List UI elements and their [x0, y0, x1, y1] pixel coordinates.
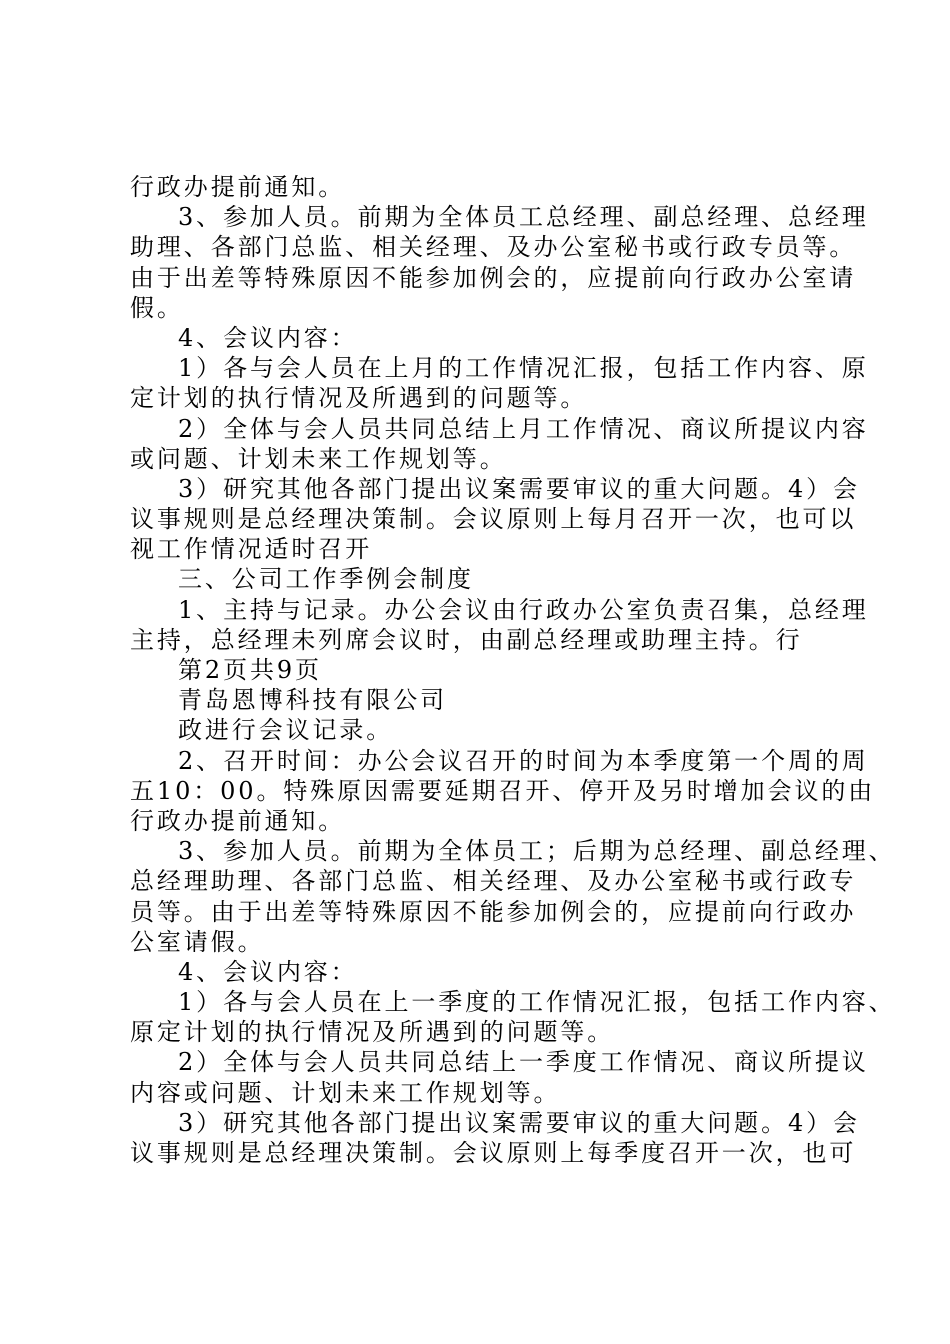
text-line: 2、召开时间：办公会议召开的时间为本季度第一个周的周 — [178, 746, 869, 775]
text-line: 助理、各部门总监、相关经理、及办公室秘书或行政专员等。 — [130, 233, 857, 262]
document-body — [130, 172, 896, 1168]
text-line: 员等。由于出差等特殊原因不能参加例会的，应提前向行政办 — [130, 897, 857, 926]
text-line: 议事规则是总经理决策制。会议原则上每月召开一次，也可以 — [130, 505, 857, 534]
text-line: 4、会议内容： — [178, 323, 358, 352]
text-line: 3、参加人员。前期为全体员工总经理、副总经理、总经理 — [178, 203, 869, 232]
text-line: 主持，总经理未列席会议时，由副总经理或助理主持。行 — [130, 625, 803, 654]
text-line: 议事规则是总经理决策制。会议原则上每季度召开一次，也可 — [130, 1139, 857, 1167]
text-line: 由于出差等特殊原因不能参加例会的，应提前向行政办公室请 — [130, 263, 857, 292]
section-heading: 三、公司工作季例会制度 — [178, 565, 474, 594]
text-line: 总经理助理、各部门总监、相关经理、及办公室秘书或行政专 — [130, 867, 857, 896]
text-line: 1、主持与记录。办公会议由行政办公室负责召集，总经理 — [178, 595, 869, 624]
text-line: 2）全体与会人员共同总结上一季度工作情况、商议所提议 — [178, 1048, 869, 1077]
text-line: 行政办提前通知。 — [130, 806, 346, 835]
text-line: 政进行会议记录。 — [178, 716, 394, 745]
text-line: 内容或问题、计划未来工作规划等。 — [130, 1078, 561, 1107]
page-number: 第2页共9页 — [178, 656, 322, 684]
text-line: 3）研究其他各部门提出议案需要审议的重大问题。4）会 — [178, 474, 860, 503]
text-line: 假。 — [130, 293, 184, 322]
text-line: 或问题、计划未来工作规划等。 — [130, 444, 507, 473]
text-line: 公室请假。 — [130, 927, 265, 956]
text-line: 行政办提前通知。 — [130, 173, 346, 201]
text-line: 五10：00。特殊原因需要延期召开、停开及另时增加会议的由 — [130, 776, 876, 805]
company-name: 青岛恩博科技有限公司 — [178, 686, 447, 715]
text-line: 4、会议内容： — [178, 957, 358, 986]
text-line: 3、参加人员。前期为全体员工；后期为总经理、副总经理、 — [178, 837, 896, 866]
text-line: 视工作情况适时召开 — [130, 535, 373, 564]
text-line: 定计划的执行情况及所遇到的问题等。 — [130, 384, 588, 413]
text-line: 1）各与会人员在上月的工作情况汇报，包括工作内容、原 — [178, 354, 869, 383]
text-line: 3）研究其他各部门提出议案需要审议的重大问题。4）会 — [178, 1108, 860, 1137]
text-line: 2）全体与会人员共同总结上月工作情况、商议所提议内容 — [178, 414, 869, 443]
text-line: 1）各与会人员在上一季度的工作情况汇报，包括工作内容、 — [178, 988, 896, 1017]
text-line: 原定计划的执行情况及所遇到的问题等。 — [130, 1018, 615, 1047]
